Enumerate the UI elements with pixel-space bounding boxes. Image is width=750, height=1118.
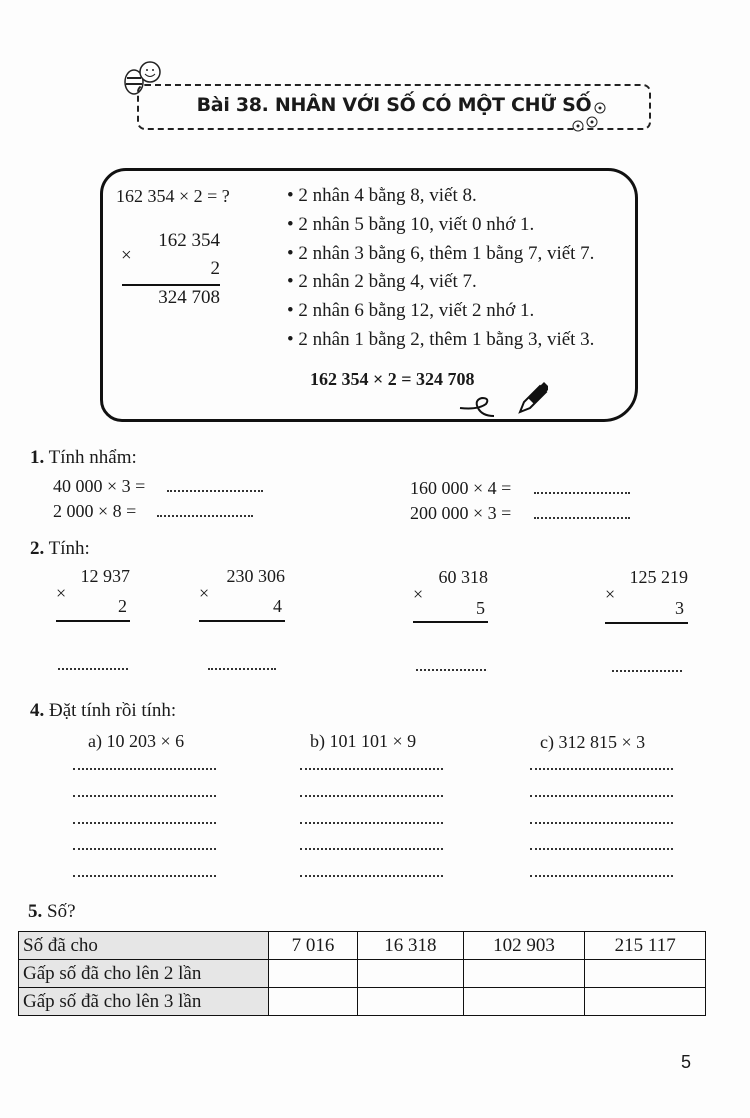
example-question: 162 354 × 2 = ? <box>116 186 230 206</box>
table-cell: 102 903 <box>463 932 585 960</box>
exercise-title: Tính nhẩm: <box>48 447 137 468</box>
answer-blank[interactable] <box>534 492 630 494</box>
problem-b: b) 101 101 × 9 <box>310 731 417 751</box>
example-result: 162 354 × 2 = 324 708 <box>310 369 475 389</box>
work-line[interactable] <box>73 768 216 770</box>
multiplier: 5 <box>476 598 485 618</box>
multiplicand: 125 219 <box>629 567 688 587</box>
work-line[interactable] <box>530 875 673 877</box>
work-line[interactable] <box>73 875 216 877</box>
example-multiplier: 2 <box>210 258 220 279</box>
work-line[interactable] <box>300 848 443 850</box>
work-line[interactable] <box>530 795 673 797</box>
answer-cell[interactable] <box>269 988 358 1016</box>
pencil-icon <box>458 378 548 420</box>
step-item: • 2 nhân 2 bằng 4, viết 7. <box>287 271 477 292</box>
multiply-sign: × <box>121 245 132 266</box>
answer-blank[interactable] <box>612 670 682 672</box>
exercise-1-heading <box>30 447 137 469</box>
result-line <box>413 621 488 623</box>
result-line <box>122 284 220 286</box>
work-line[interactable] <box>73 848 216 850</box>
multiplicand: 12 937 <box>80 566 130 586</box>
number-table <box>18 931 706 1016</box>
step-item: • 2 nhân 1 bằng 2, thêm 1 bằng 3, viết 3. <box>287 329 595 350</box>
exercise-number: 4. <box>30 700 45 721</box>
row-label: Số đã cho <box>19 932 269 960</box>
result-line <box>56 620 130 622</box>
table-cell: 215 117 <box>585 932 706 960</box>
table-cell: 7 016 <box>269 932 358 960</box>
table-cell: 16 318 <box>358 932 463 960</box>
exercise-number: 1. <box>30 447 45 468</box>
mental-math-item: 40 000 × 3 = <box>53 476 146 496</box>
work-line[interactable] <box>530 768 673 770</box>
step-item: • 2 nhân 6 bằng 12, viết 2 nhớ 1. <box>287 300 535 321</box>
work-line[interactable] <box>300 768 443 770</box>
answer-cell[interactable] <box>585 988 706 1016</box>
mental-math-item: 160 000 × 4 = <box>410 478 512 498</box>
example-product: 324 708 <box>158 287 220 308</box>
multiplier: 2 <box>118 596 127 616</box>
flower-decoration-icon <box>566 100 616 136</box>
multiplicand: 230 306 <box>226 566 285 586</box>
problem-a: a) 10 203 × 6 <box>88 731 185 751</box>
answer-blank[interactable] <box>167 490 263 492</box>
work-line[interactable] <box>73 822 216 824</box>
answer-blank[interactable] <box>157 515 253 517</box>
page-number: 5 <box>681 1052 692 1072</box>
answer-cell[interactable] <box>585 960 706 988</box>
answer-blank[interactable] <box>208 668 276 670</box>
work-line[interactable] <box>300 795 443 797</box>
exercise-number: 5. <box>28 901 43 922</box>
table-row <box>19 988 706 1016</box>
answer-cell[interactable] <box>463 960 585 988</box>
multiplicand: 60 318 <box>438 567 488 587</box>
table-row <box>19 932 706 960</box>
table-row <box>19 960 706 988</box>
step-item: • 2 nhân 5 bằng 10, viết 0 nhớ 1. <box>287 214 535 235</box>
answer-blank[interactable] <box>58 668 128 670</box>
row-label: Gấp số đã cho lên 2 lần <box>19 960 269 988</box>
multiply-sign: × <box>605 584 616 604</box>
example-multiplicand: 162 354 <box>158 230 220 251</box>
answer-cell[interactable] <box>358 988 463 1016</box>
answer-cell[interactable] <box>358 960 463 988</box>
exercise-number: 2. <box>30 538 45 559</box>
result-line <box>605 622 688 624</box>
lesson-title: Bài 38. NHÂN VỚI SỐ CÓ MỘT CHỮ SỐ <box>196 94 592 116</box>
work-line[interactable] <box>300 822 443 824</box>
exercise-title: Tính: <box>48 538 90 559</box>
answer-cell[interactable] <box>269 960 358 988</box>
exercise-5-heading <box>28 901 76 923</box>
answer-cell[interactable] <box>463 988 585 1016</box>
answer-blank[interactable] <box>416 669 486 671</box>
work-line[interactable] <box>530 822 673 824</box>
problem-c: c) 312 815 × 3 <box>540 732 646 752</box>
multiply-sign: × <box>56 583 67 603</box>
multiplier: 3 <box>675 598 684 618</box>
multiplier: 4 <box>273 596 282 616</box>
multiply-sign: × <box>199 583 210 603</box>
exercise-4-heading <box>30 700 176 722</box>
work-line[interactable] <box>73 795 216 797</box>
mental-math-item: 200 000 × 3 = <box>410 503 512 523</box>
result-line <box>199 620 285 622</box>
row-label: Gấp số đã cho lên 3 lần <box>19 988 269 1016</box>
exercise-title: Đặt tính rồi tính: <box>49 700 177 721</box>
step-item: • 2 nhân 3 bằng 6, thêm 1 bằng 7, viết 7. <box>287 243 595 264</box>
exercise-2-heading <box>30 538 90 560</box>
mental-math-item: 2 000 × 8 = <box>53 501 137 521</box>
step-item: • 2 nhân 4 bằng 8, viết 8. <box>287 185 477 206</box>
work-line[interactable] <box>530 848 673 850</box>
multiply-sign: × <box>413 584 424 604</box>
work-line[interactable] <box>300 875 443 877</box>
exercise-title: Số? <box>47 901 76 922</box>
answer-blank[interactable] <box>534 517 630 519</box>
